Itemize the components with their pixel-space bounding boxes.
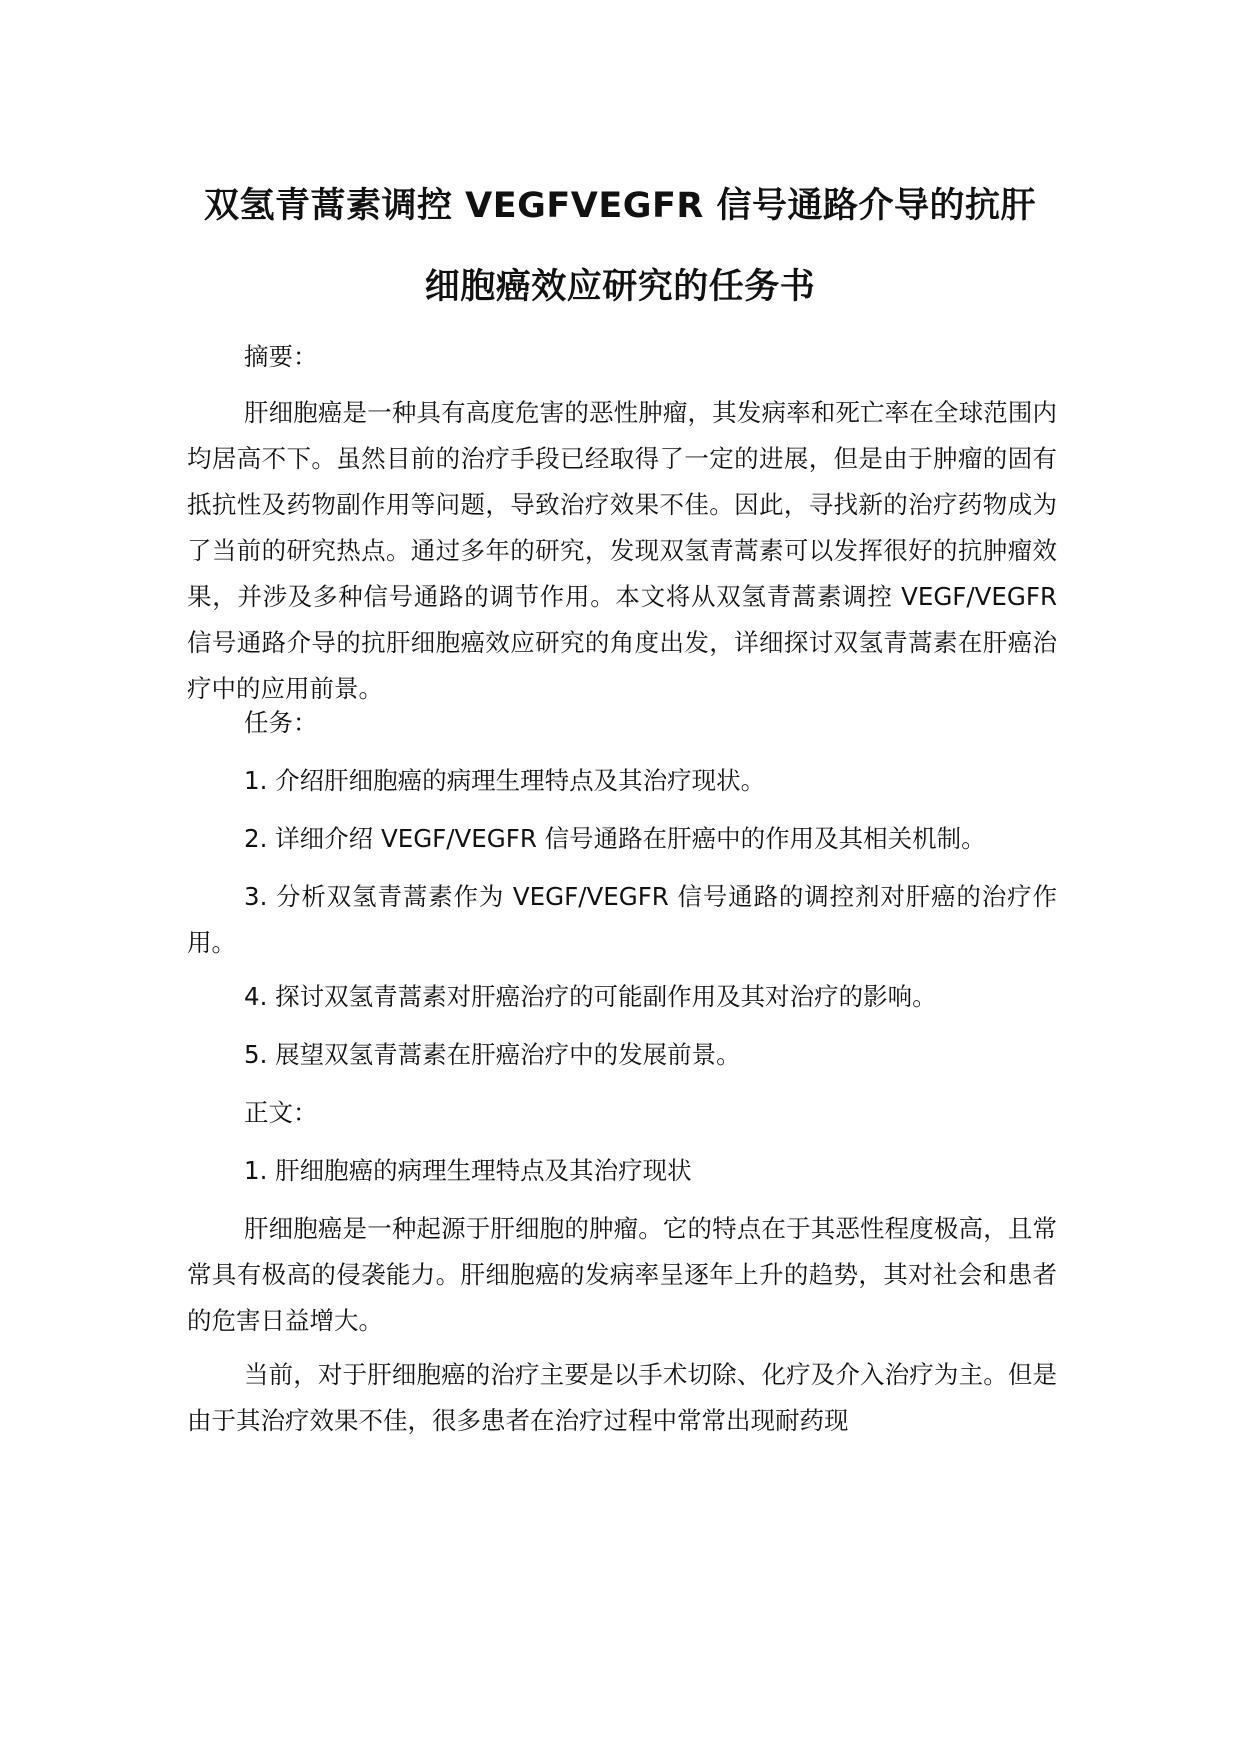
abstract-heading: 摘要： [244, 342, 318, 371]
task-item-5: 5. 展望双氢青蒿素在肝癌治疗中的发展前景。 [244, 1040, 741, 1069]
abstract-paragraph: 肝细胞癌是一种具有高度危害的恶性肿瘤，其发病率和死亡率在全球范围内均居高不下。虽然目前的治疗手段已经取得了一定的进展，但是由于肿瘤的固有抵抗性及药物副作用等问题，导致治疗效果不佳。因此，寻找新的治疗药物成为了当前的研究热点。通过多年的研究，发现双氢青蒿素可以发挥很好的抗肿瘤效果，并涉及多种信号通路的调节作用。本文将从双氢青蒿素调控 VEGF/VEGFR 信号通路介导的抗肝细胞癌效应研究的角度出发，详细探讨双氢青蒿素在肝癌治疗中的应用前景。 [187, 398, 1057, 703]
section-1-paragraph-1: 肝细胞癌是一种起源于肝细胞的肿瘤。它的特点在于其恶性程度极高，且常常具有极高的侵袭能力。肝细胞癌的发病率呈逐年上升的趋势，其对社会和患者的危害日益增大。 [187, 1214, 1057, 1335]
task-item-3: 3. 分析双氢青蒿素作为 VEGF/VEGFR 信号通路的调控剂对肝癌的治疗作用。 [187, 882, 1057, 957]
task-heading: 任务： [244, 708, 318, 737]
task-item-2: 2. 详细介绍 VEGF/VEGFR 信号通路在肝癌中的作用及其相关机制。 [244, 824, 986, 853]
task-item-4: 4. 探讨双氢青蒿素对肝癌治疗的可能副作用及其对治疗的影响。 [244, 982, 937, 1011]
task-item-1: 1. 介绍肝细胞癌的病理生理特点及其治疗现状。 [244, 766, 766, 795]
section-1-heading: 1. 肝细胞癌的病理生理特点及其治疗现状 [244, 1156, 692, 1185]
document-title-line-2: 细胞癌效应研究的任务书 [424, 267, 816, 307]
body-heading: 正文： [244, 1098, 318, 1127]
section-1-paragraph-2: 当前，对于肝细胞癌的治疗主要是以手术切除、化疗及介入治疗为主。但是由于其治疗效果不佳，很多患者在治疗过程中常常出现耐药现 [187, 1360, 1057, 1435]
document-title-line-1: 双氢青蒿素调控 VEGFVEGFR 信号通路介导的抗肝 [203, 186, 1037, 226]
